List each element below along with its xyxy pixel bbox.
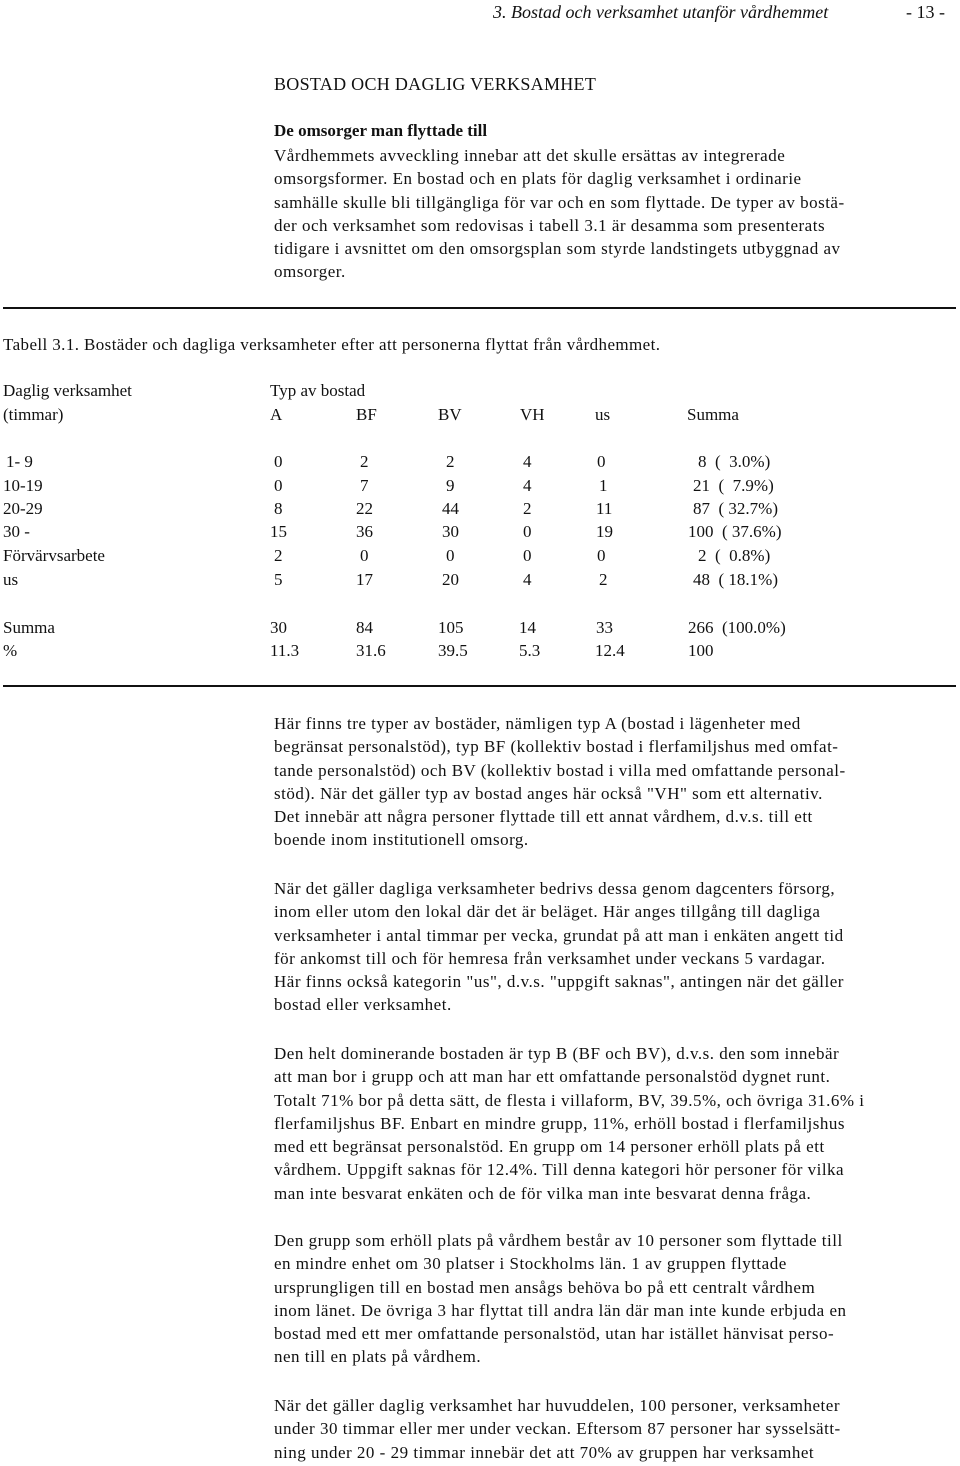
text-line: samhälle skulle bli tillgängliga för var och en som flyttade. De typer av bostä-	[274, 192, 845, 212]
percent-row-label: %	[3, 641, 18, 660]
text-line: ursprungligen till en bostad men ansågs behöva bo på ett centralt vårdhem	[274, 1277, 816, 1297]
table-cell: 2	[360, 452, 369, 471]
table-cell: 4	[523, 570, 532, 589]
table-cell: 7	[360, 476, 369, 495]
row-label: 10-19	[3, 476, 43, 495]
text-line: verksamheter i antal timmar per vecka, grundat på att man i enkäten angett tid	[274, 925, 844, 945]
column-header-a: A	[270, 405, 283, 424]
text-line: Här finns tre typer av bostäder, nämligen typ A (bostad i lägenheter med	[274, 714, 801, 733]
body-paragraph	[274, 712, 954, 852]
text-line: inom länet. De övriga 3 har flyttat till andra län där man inte kunde erbjuda en	[274, 1300, 847, 1320]
page-number: - 13 -	[906, 2, 945, 22]
row-label: 1- 9	[6, 452, 33, 471]
text-line: Totalt 71% bor på detta sätt, de flesta i villaform, BV, 39.5%, och övriga 31.6% i	[274, 1090, 865, 1110]
row-label: us	[3, 570, 19, 589]
column-header-vh: VH	[520, 405, 545, 424]
table-bottom-rule	[3, 685, 956, 687]
table-cell: 11	[596, 499, 613, 518]
text-line: Vårdhemmets avveckling innebar att det skulle ersättas av integrerade	[274, 146, 786, 165]
text-line: tidigare i avsnittet om den omsorgsplan som styrde landstingets utbyggnad av	[274, 239, 841, 259]
text-line: När det gäller dagliga verksamheter bedrivs dessa genom dagcenters försorg,	[274, 879, 836, 898]
row-label: 20-29	[3, 499, 43, 518]
table-cell: 2	[599, 570, 608, 589]
table-cell: 0	[597, 546, 606, 565]
table-cell: 4	[523, 452, 532, 471]
table-cell: 20	[442, 570, 459, 589]
percent-cell: 5.3	[519, 641, 541, 660]
row-label: 30 -	[3, 522, 30, 541]
table-cell: 0	[274, 452, 283, 471]
table-cell: 2 ( 0.8%)	[698, 546, 771, 565]
table-cell: 2	[446, 452, 455, 471]
percent-cell: 100	[688, 641, 714, 660]
table-cell: 87 ( 32.7%)	[693, 499, 778, 518]
row-header-unit: (timmar)	[3, 405, 64, 424]
table-cell: 0	[523, 546, 532, 565]
percent-cell: 11.3	[270, 641, 300, 660]
table-cell: 0	[597, 452, 606, 471]
table-cell: 5	[274, 570, 283, 589]
row-header-label: Daglig verksamhet	[3, 381, 132, 400]
text-line: När det gäller daglig verksamhet har huvuddelen, 100 personer, verksamheter	[274, 1396, 840, 1415]
column-header-bv: BV	[438, 405, 462, 424]
percent-cell: 12.4	[595, 641, 625, 660]
section-heading: BOSTAD OCH DAGLIG VERKSAMHET	[274, 74, 597, 94]
table-cell: 21 ( 7.9%)	[693, 476, 774, 495]
text-line: der och verksamhet som redovisas i tabell 3.1 är desamma som presenterats	[274, 215, 826, 235]
table-cell: 0	[523, 522, 532, 541]
table-cell: 9	[446, 476, 455, 495]
text-line: begränsat personalstöd), typ BF (kollektiv bostad i flerfamiljshus med omfat-	[274, 737, 839, 757]
table-cell: 0	[274, 476, 283, 495]
text-line: Den grupp som erhöll plats på vårdhem består av 10 personer som flyttade till	[274, 1231, 843, 1250]
total-row-label: Summa	[3, 618, 55, 637]
text-line: flerfamiljshus BF. Enbart en mindre grupp, 11%, erhöll bostad i flerfamiljshus	[274, 1113, 845, 1133]
total-cell: 84	[356, 618, 373, 637]
body-paragraph	[274, 1394, 954, 1464]
table-cell: 8 ( 3.0%)	[698, 452, 771, 471]
intro-paragraph	[274, 144, 954, 284]
body-paragraph	[274, 877, 954, 1017]
table-cell: 4	[523, 476, 532, 495]
table-cell: 8	[274, 499, 283, 518]
table-cell: 44	[442, 499, 459, 518]
group-header: Typ av bostad	[270, 381, 366, 400]
body-paragraph	[274, 1042, 954, 1205]
percent-cell: 31.6	[356, 641, 386, 660]
total-cell: 33	[596, 618, 613, 637]
text-line: under 30 timmar eller mer under veckan. Eftersom 87 personer har sysselsätt-	[274, 1419, 841, 1439]
text-line: Den helt dominerande bostaden är typ B (BF och BV), d.v.s. den som innebär	[274, 1044, 840, 1063]
running-title: 3. Bostad och verksamhet utanför vårdhemmet	[493, 2, 829, 22]
table-caption: Tabell 3.1. Bostäder och dagliga verksamheter efter att personerna flyttat från vårdhemmet.	[3, 335, 661, 354]
total-cell: 30	[270, 618, 287, 637]
table-cell: 0	[360, 546, 369, 565]
text-line: en mindre enhet om 30 platser i Stockholms län. 1 av gruppen flyttade	[274, 1254, 787, 1274]
text-line: boende inom institutionell omsorg.	[274, 830, 529, 850]
table-cell: 2	[274, 546, 283, 565]
sub-heading: De omsorger man flyttade till	[274, 121, 488, 140]
table-cell: 19	[596, 522, 613, 541]
text-line: ning under 20 - 29 timmar innebär det att 70% av gruppen har verksamhet	[274, 1442, 815, 1462]
table-top-rule	[3, 307, 956, 309]
table-cell: 0	[446, 546, 455, 565]
text-line: med ett begränsat personalstöd. En grupp om 14 personer erhöll plats på ett	[274, 1137, 825, 1157]
text-line: nen till en plats på vårdhem.	[274, 1347, 482, 1367]
text-line: tande personalstöd) och BV (kollektiv bostad i villa med omfattande personal-	[274, 760, 846, 780]
text-line: stöd). När det gäller typ av bostad anges här också "VH" som ett alternativ.	[274, 783, 823, 803]
text-line: omsorgsformer. En bostad och en plats för daglig verksamhet i ordinarie	[274, 169, 802, 189]
percent-cell: 39.5	[438, 641, 468, 660]
column-header-us: us	[595, 405, 611, 424]
text-line: för ankomst till och för hemresa från verksamhet under veckans 5 vardagar.	[274, 948, 826, 968]
table-cell: 22	[356, 499, 373, 518]
text-line: omsorger.	[274, 262, 346, 282]
text-line: Det innebär att några personer flyttade till ett annat vårdhem, d.v.s. till ett	[274, 807, 813, 827]
table-cell: 30	[442, 522, 459, 541]
total-cell: 14	[519, 618, 536, 637]
body-paragraph	[274, 1229, 954, 1369]
text-line: man inte besvarat enkäten och de för vilka man inte besvarat denna fråga.	[274, 1183, 812, 1203]
text-line: att man bor i grupp och att man har ett omfattande personalstöd dygnet runt.	[274, 1067, 831, 1087]
text-line: bostad eller verksamhet.	[274, 995, 452, 1015]
table-cell: 17	[356, 570, 373, 589]
text-line: inom eller utom den lokal där det är beläget. Här anges tillgång till dagliga	[274, 902, 821, 922]
table-cell: 100 ( 37.6%)	[688, 522, 782, 541]
table-cell: 2	[523, 499, 532, 518]
table-cell: 1	[599, 476, 608, 495]
column-header-bf: BF	[356, 405, 377, 424]
table-cell: 48 ( 18.1%)	[693, 570, 778, 589]
text-line: Här finns också kategorin "us", d.v.s. "uppgift saknas", antingen när det gäller	[274, 972, 844, 992]
column-header-summa: Summa	[687, 405, 739, 424]
table-cell: 15	[270, 522, 287, 541]
text-line: bostad med ett mer omfattande personalstöd, utan har istället hänvisat perso-	[274, 1324, 835, 1344]
text-line: vårdhem. Uppgift saknas för 12.4%. Till denna kategori hör personer för vilka	[274, 1160, 845, 1180]
table-cell: 36	[356, 522, 373, 541]
total-cell: 266 (100.0%)	[688, 618, 786, 637]
row-label: Förvärvsarbete	[3, 546, 105, 565]
total-cell: 105	[438, 618, 464, 637]
page-header	[0, 2, 945, 24]
